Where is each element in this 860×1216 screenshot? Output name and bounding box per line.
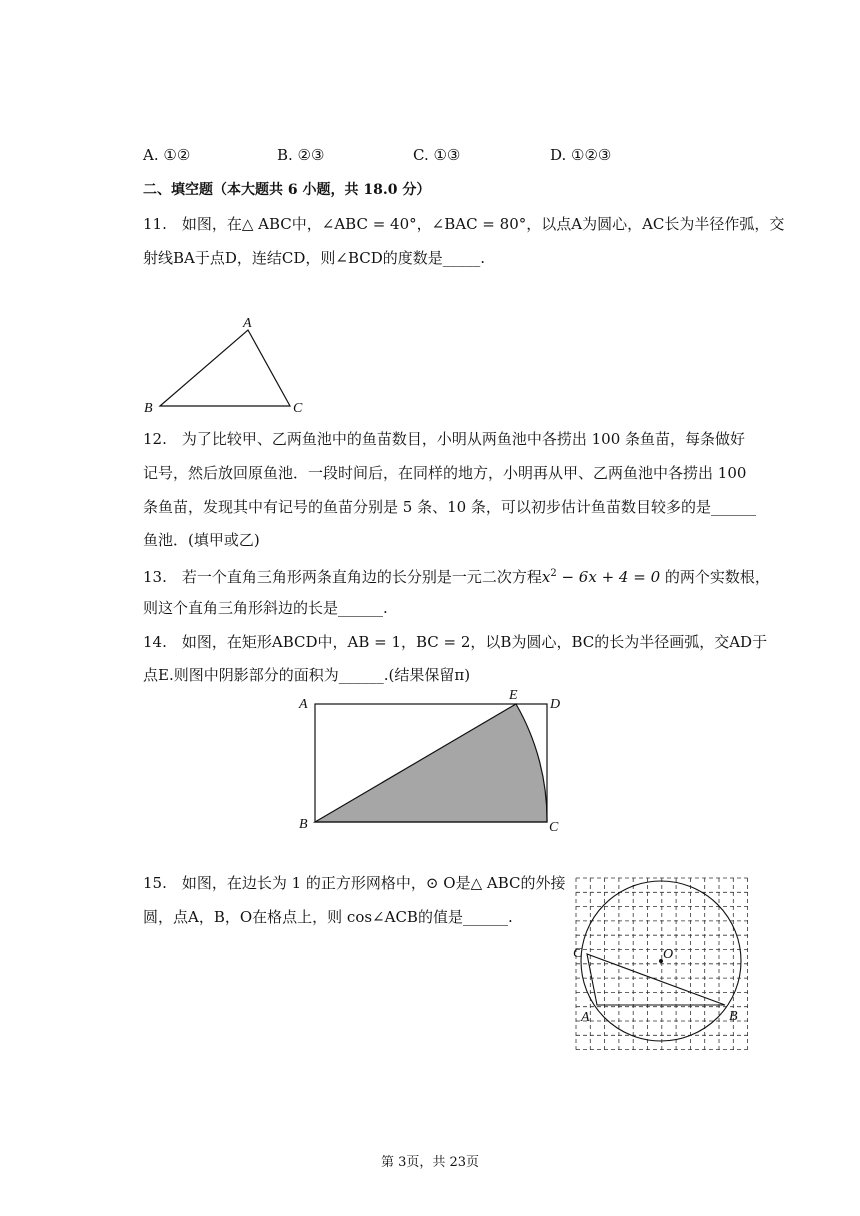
q12-line2: 记号，然后放回原鱼池．一段时间后，在同样的地方，小明再从甲、乙两鱼池中各捞出 100 [143,464,747,482]
triangle-abc [587,954,725,1005]
q14-rectangle-figure [290,688,580,840]
label-e: E [509,688,518,703]
label-c: C [549,820,559,835]
page-footer: 第 3页，共 23页 [380,1155,480,1170]
q12-line3: 条鱼苗，发现其中有记号的鱼苗分别是 5 条、10 条，可以初步估计鱼苗数目较多的是______ [143,498,756,516]
q11-line2: 射线BA于点D，连结CD，则∠BCD的度数是_____. [143,249,486,267]
q14-line1: 14. 如图，在矩形ABCD中，AB = 1，BC = 2，以B为圆心，BC的长为半径画弧，交AD于 [143,633,768,651]
q13-eq-x: x [541,568,551,586]
shaded-sector [315,704,547,822]
q15-line1: 15. 如图，在边长为 1 的正方形网格中，⊙ O是△ ABC的外接 [143,874,566,892]
option-b: B. ②③ [277,146,325,164]
label-b: B [299,817,308,832]
q13-eq-rest: − 6x + 4 = 0 [556,568,661,586]
q12-line4: 鱼池．(填甲或乙) [143,531,260,549]
label-c: C [573,946,583,961]
q13-text-b: 的两个实数根， [660,568,770,586]
q13-line2: 则这个直角三角形斜边的长是______. [143,599,388,617]
q13-line1 [143,564,770,587]
option-d: D. ①②③ [550,146,612,164]
q13-text-a: 13. 若一个直角三角形两条直角边的长分别是一元二次方程 [143,568,542,586]
label-o: O [663,947,674,962]
q15-grid-figure [572,874,752,1050]
q13-eq-exponent: 2 [550,568,557,579]
q11-line1: 11. 如图，在△ ABC中，∠ABC = 40°，∠BAC = 80°，以点A为圆心，AC长为半径作弧，交 [143,215,785,233]
option-a: A. ①② [143,146,191,164]
label-b: B [729,1009,738,1024]
label-b: B [144,401,153,416]
dashed-grid [576,878,748,1050]
option-c: C. ①③ [413,146,461,164]
label-a: A [581,1010,590,1025]
label-a: A [243,316,252,331]
label-c: C [293,401,303,416]
q12-line1: 12. 为了比较甲、乙两鱼池中的鱼苗数目，小明从两鱼池中各捞出 100 条鱼苗，每条做好 [143,430,746,448]
q11-triangle-figure [140,310,320,420]
q15-line2: 圆，点A，B，O在格点上，则 cos∠ACB的值是______. [143,908,513,926]
label-a: A [299,697,308,712]
q14-line2: 点E.则图中阴影部分的面积为______.(结果保留π) [143,666,471,684]
label-d: D [550,697,561,712]
section-heading: 二、填空题（本大题共 6 小题，共 18.0 分） [143,182,431,198]
triangle-abc [160,330,290,406]
